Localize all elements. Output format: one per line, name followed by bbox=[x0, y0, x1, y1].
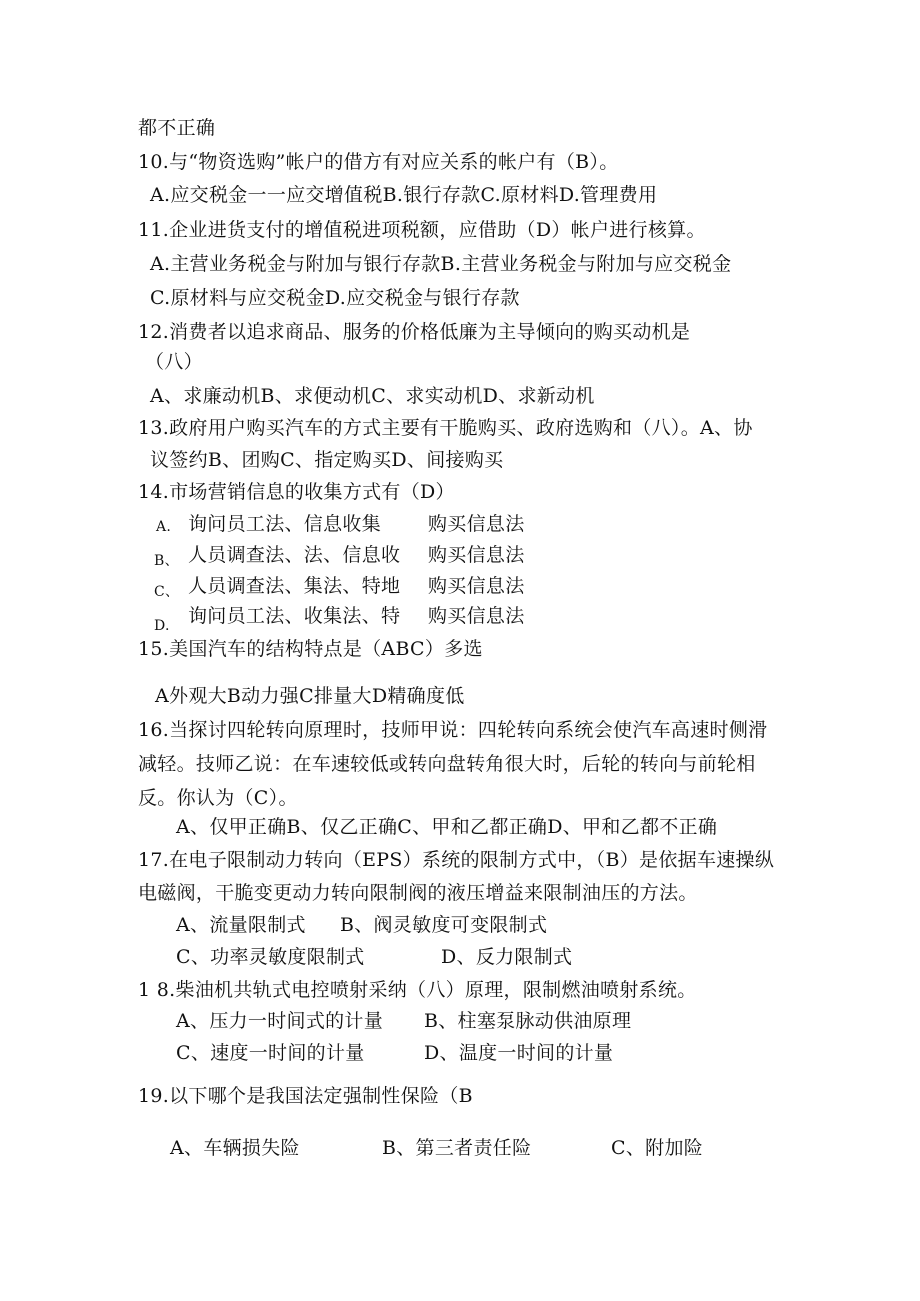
question-19-option-b: B、第三者责任险 bbox=[382, 1137, 532, 1159]
question-16-line3: 反。你认为（C）。 bbox=[138, 787, 298, 809]
option-tail: 购买信息法 bbox=[428, 513, 525, 535]
question-16-options: A、仅甲正确B、仅乙正确C、甲和乙都正确D、甲和乙都不正确 bbox=[176, 816, 718, 838]
option-label: A. bbox=[156, 519, 172, 535]
question-16-line2: 减轻。技师乙说：在车速较低或转向盘转角很大时，后轮的转向与前轮相 bbox=[138, 753, 756, 775]
question-12-answer: （八） bbox=[145, 351, 203, 373]
option-text: 人员调查法、法、信息收 bbox=[188, 544, 401, 566]
question-17-line1: 17.在电子限制动力转向（EPS）系统的限制方式中，（B）是依据车速操纵 bbox=[138, 849, 775, 871]
option-tail: 购买信息法 bbox=[428, 575, 525, 597]
question-12-options: A、求廉动机B、求便动机C、求实动机D、求新动机 bbox=[150, 385, 595, 407]
question-18-option-c: C、速度一时间的计量 bbox=[176, 1042, 365, 1064]
question-19-option-c: C、附加险 bbox=[611, 1137, 704, 1159]
option-label: D. bbox=[154, 618, 170, 634]
option-tail: 购买信息法 bbox=[428, 544, 525, 566]
option-tail: 购买信息法 bbox=[428, 605, 525, 627]
question-13-continued: 议签约B、团购C、指定购买D、间接购买 bbox=[150, 449, 504, 471]
option-label: B、 bbox=[154, 553, 179, 569]
question-16-line1: 16.当探讨四轮转向原理时，技师甲说：四轮转向系统会使汽车高速时侧滑 bbox=[138, 719, 768, 741]
question-10: 10.与“物资选购”帐户的借方有对应关系的帐户有（B）。 bbox=[138, 151, 619, 173]
option-text: 询问员工法、收集法、特 bbox=[188, 605, 401, 627]
question-18-option-b: B、柱塞泵脉动供油原理 bbox=[424, 1010, 632, 1032]
question-15: 15.美国汽车的结构特点是（ABC）多选 bbox=[138, 638, 483, 660]
question-15-options: A外观大B动力强C排量大D精确度低 bbox=[155, 685, 465, 707]
question-12: 12.消费者以追求商品、服务的价格低廉为主导倾向的购买动机是 bbox=[138, 321, 691, 343]
option-text: 询问员工法、信息收集 bbox=[188, 513, 382, 535]
question-17-option-b: B、阀灵敏度可变限制式 bbox=[340, 914, 548, 936]
question-17-option-d: D、反力限制式 bbox=[441, 946, 573, 968]
question-13: 13.政府用户购买汽车的方式主要有干脆购买、政府选购和（八）。A、协 bbox=[138, 417, 753, 439]
question-11: 11.企业进货支付的增值税进项税额，应借助（D）帐户进行核算。 bbox=[138, 219, 706, 241]
question-18: 1 8.柴油机共轨式电控喷射采纳（八）原理，限制燃油喷射系统。 bbox=[138, 979, 697, 1001]
question-10-options: A.应交税金一一应交增值税B.银行存款C.原材料D.管理费用 bbox=[150, 184, 658, 206]
option-label: C、 bbox=[154, 584, 180, 600]
question-14: 14.市场营销信息的收集方式有（D） bbox=[138, 481, 455, 503]
question-11-options-line2: C.原材料与应交税金D.应交税金与银行存款 bbox=[150, 287, 520, 309]
question-18-option-a: A、压力一时间式的计量 bbox=[176, 1010, 384, 1032]
question-19: 19.以下哪个是我国法定强制性保险（B bbox=[138, 1085, 473, 1107]
question-11-options-line1: A.主营业务税金与附加与银行存款B.主营业务税金与附加与应交税金 bbox=[150, 253, 732, 275]
question-17-option-a: A、流量限制式 bbox=[176, 914, 306, 936]
question-17-line2: 电磁阀，干脆变更动力转向限制阀的液压增益来限制油压的方法。 bbox=[138, 882, 698, 904]
question-18-option-d: D、温度一时间的计量 bbox=[424, 1042, 614, 1064]
question-17-option-c: C、功率灵敏度限制式 bbox=[176, 946, 365, 968]
text-line: 都不正确 bbox=[138, 117, 216, 139]
question-19-option-a: A、车辆损失险 bbox=[170, 1137, 300, 1159]
option-text: 人员调查法、集法、特地 bbox=[188, 575, 401, 597]
